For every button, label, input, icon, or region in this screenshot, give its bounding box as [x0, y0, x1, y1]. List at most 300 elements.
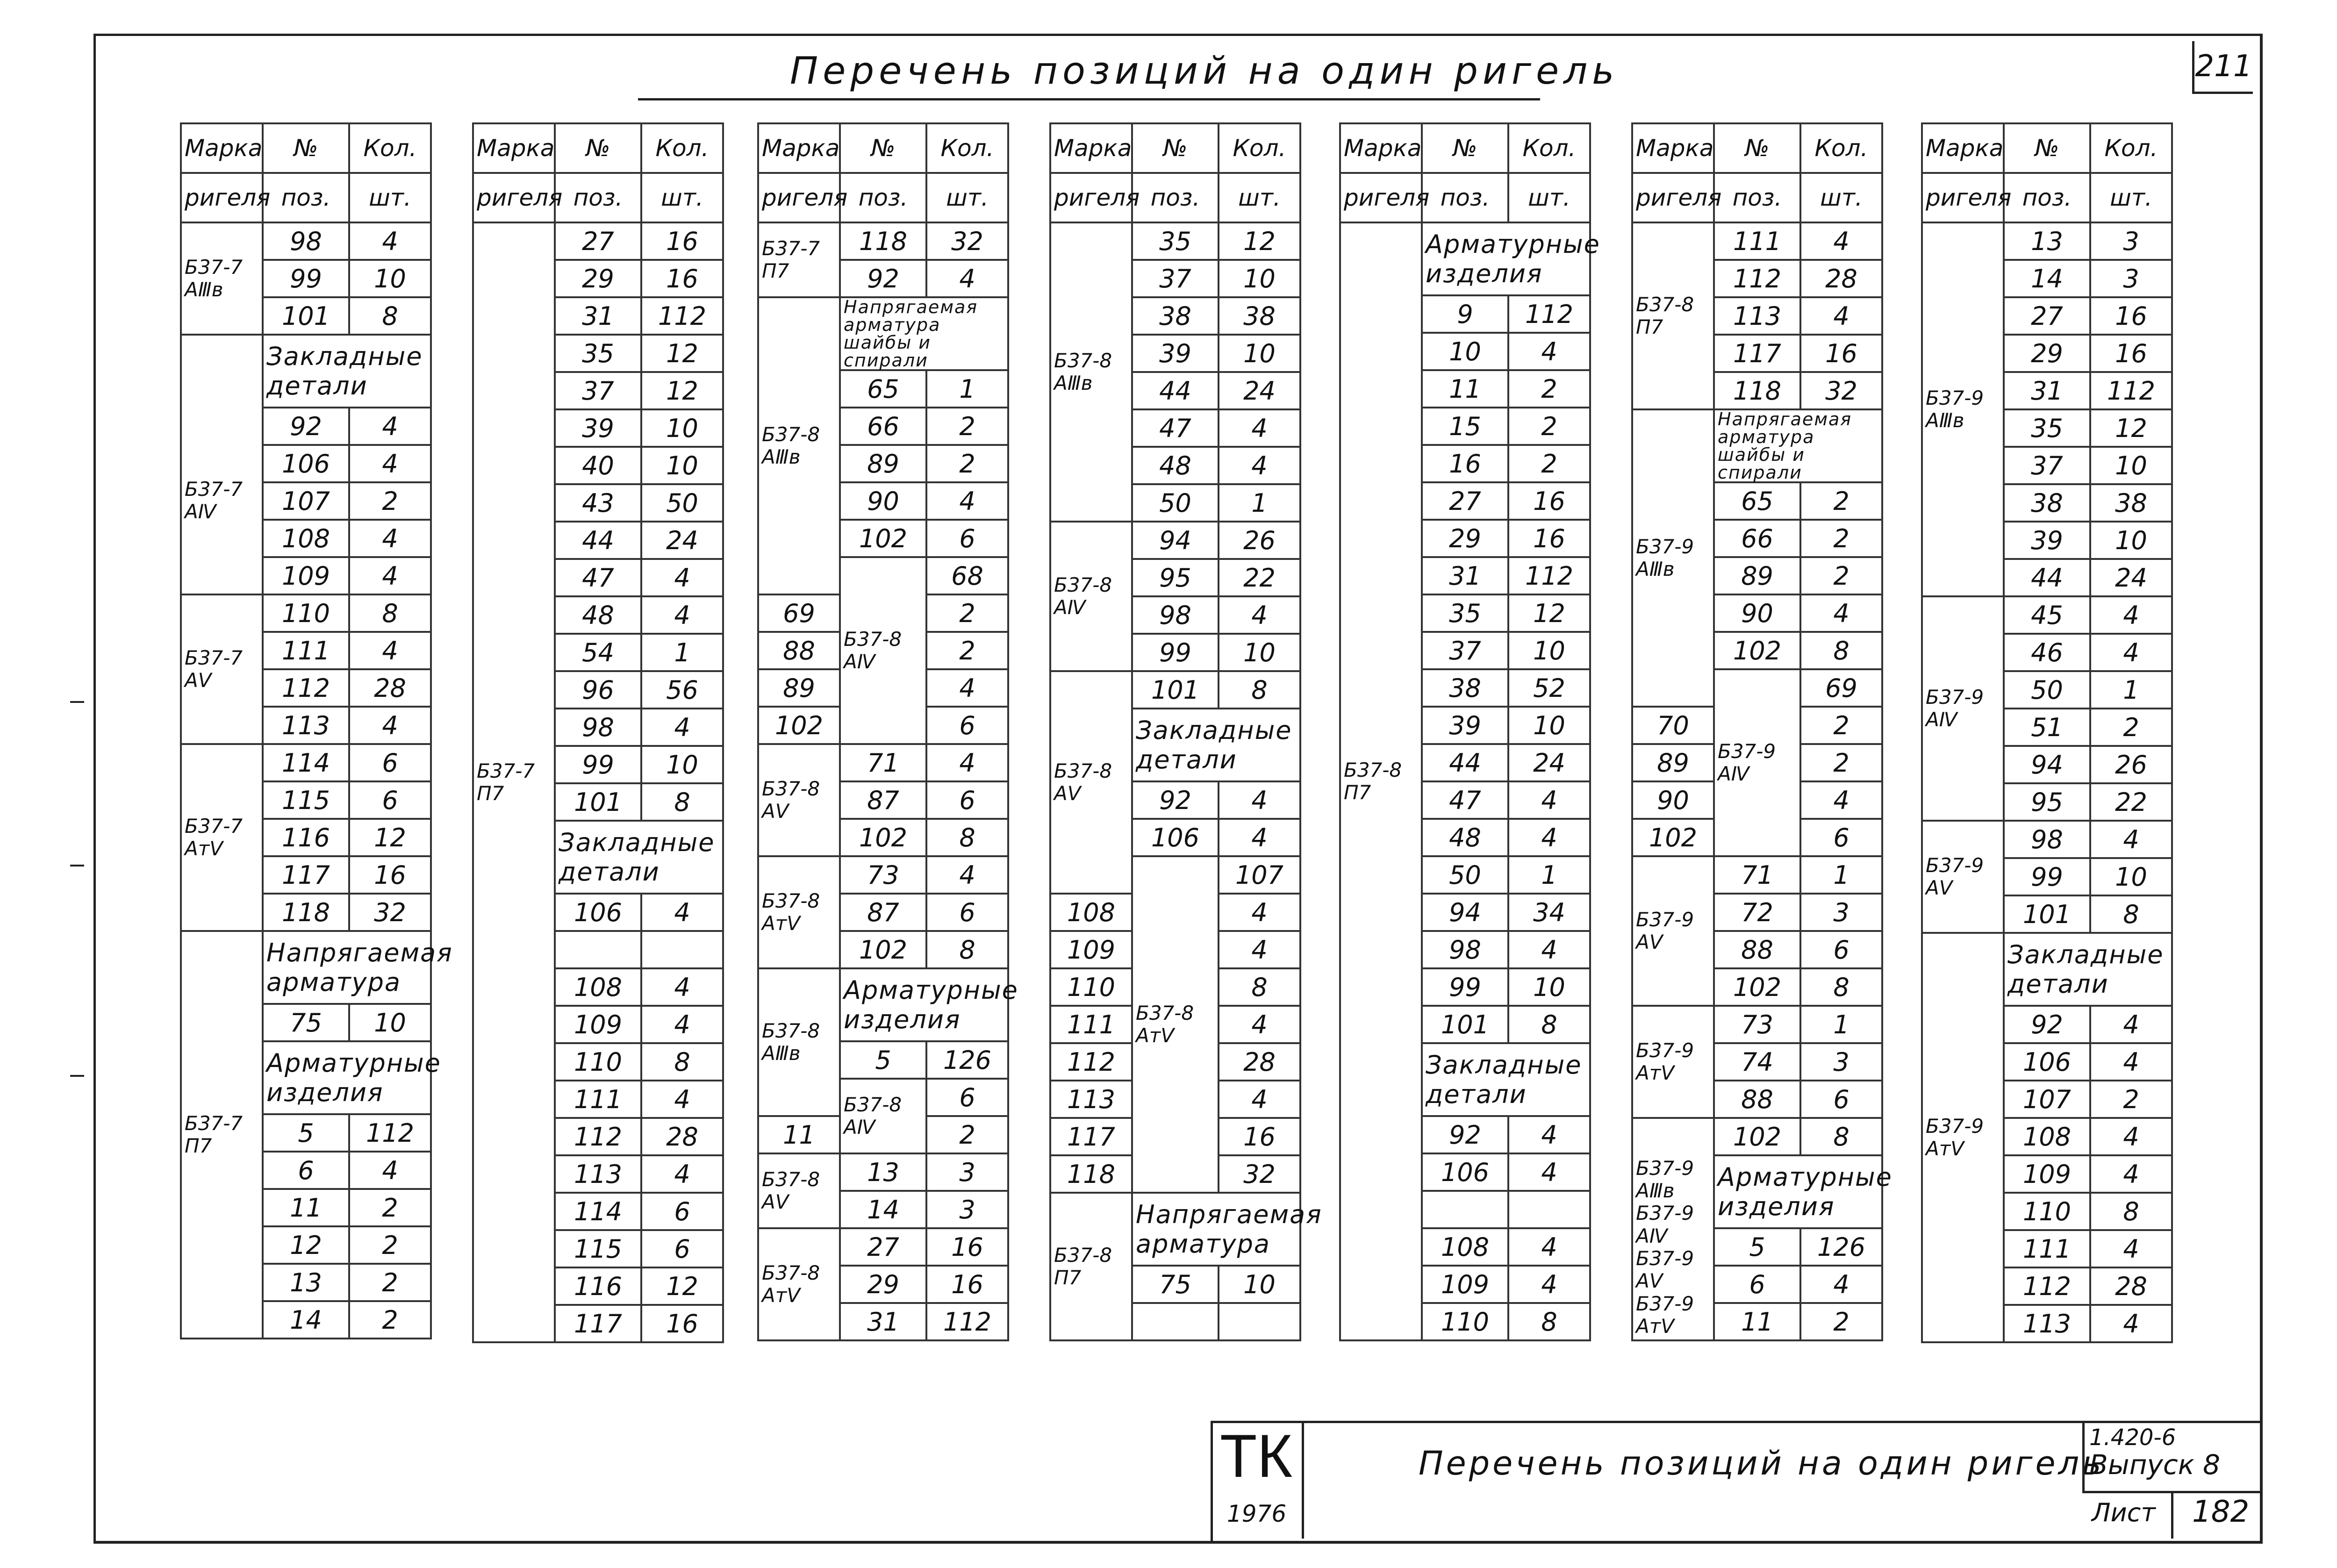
- section-heading: Закладные детали: [263, 335, 431, 408]
- position-number: 88: [758, 632, 840, 669]
- position-number: 92: [2004, 1006, 2090, 1043]
- quantity: 4: [926, 669, 1008, 707]
- header-row: [1050, 173, 1300, 222]
- quantity: 3: [926, 1153, 1008, 1191]
- position-number: 102: [840, 931, 926, 968]
- quantity: 4: [1800, 594, 1882, 632]
- quantity: 4: [1219, 1006, 1300, 1043]
- position-number: 99: [263, 260, 349, 297]
- beam-mark: Б37-8 АⅣ: [1050, 522, 1132, 671]
- header-qty: шт.: [1508, 173, 1590, 222]
- beam-mark: Б37-8 АтⅤ: [758, 1228, 840, 1340]
- quantity: 3: [2090, 222, 2172, 260]
- quantity: 4: [1508, 1153, 1590, 1191]
- table-row: [758, 1153, 1008, 1191]
- position-number: 110: [263, 594, 349, 632]
- section-heading: Закладные детали: [1422, 1043, 1590, 1116]
- position-number: 87: [840, 894, 926, 931]
- table-row: [1922, 596, 2172, 634]
- table-column-5: [1339, 122, 1600, 1341]
- position-number: 13: [840, 1153, 926, 1191]
- position-number: 44: [555, 522, 641, 559]
- position-number: 111: [1050, 1006, 1132, 1043]
- table-row: [1632, 856, 1882, 894]
- quantity: 2: [1800, 707, 1882, 744]
- quantity: 16: [1508, 482, 1590, 520]
- table-row: [473, 222, 723, 260]
- position-number: 92: [840, 260, 926, 297]
- header-pos: поз.: [1422, 173, 1508, 222]
- position-number: 27: [840, 1228, 926, 1266]
- quantity: 6: [349, 744, 431, 781]
- position-number: 108: [263, 520, 349, 557]
- quantity: 24: [1508, 744, 1590, 781]
- position-number: 115: [263, 781, 349, 819]
- position-number: 113: [1714, 297, 1800, 335]
- position-number: 98: [1132, 596, 1219, 634]
- position-number: 90: [1632, 781, 1714, 819]
- table-row: [758, 744, 1008, 781]
- position-number: 102: [758, 707, 840, 744]
- header-qty: шт.: [2090, 173, 2172, 222]
- quantity: 6: [1800, 819, 1882, 856]
- header-pos: поз.: [840, 173, 926, 222]
- quantity: 4: [1508, 819, 1590, 856]
- position-number: 118: [840, 222, 926, 260]
- header-qty: шт.: [349, 173, 431, 222]
- section-row: [758, 968, 1008, 1041]
- margin-tick: [70, 701, 84, 703]
- quantity: 38: [1219, 297, 1300, 335]
- quantity: 4: [1508, 1228, 1590, 1266]
- quantity: 4: [2090, 1230, 2172, 1267]
- header-mark: Марка: [1340, 123, 1422, 173]
- quantity: 8: [1219, 671, 1300, 709]
- quantity: 4: [1219, 409, 1300, 447]
- position-number: 111: [2004, 1230, 2090, 1267]
- quantity: 6: [926, 520, 1008, 557]
- position-number: 109: [555, 1006, 641, 1043]
- position-number: 39: [1422, 707, 1508, 744]
- position-number: 96: [555, 671, 641, 709]
- header-pos: №: [1132, 123, 1219, 173]
- table-column-4: [1049, 122, 1322, 1341]
- position-number: 99: [2004, 858, 2090, 895]
- quantity: 2: [1800, 520, 1882, 557]
- quantity: 6: [1800, 931, 1882, 968]
- position-number: 69: [758, 594, 840, 632]
- position-number: 27: [555, 222, 641, 260]
- quantity: 28: [1219, 1043, 1300, 1081]
- header-mark: ригеля: [1340, 173, 1422, 222]
- position-number: 102: [840, 819, 926, 856]
- position-number: 50: [1132, 484, 1219, 522]
- quantity: 8: [1508, 1006, 1590, 1043]
- header-pos: №: [555, 123, 641, 173]
- position-number: 112: [2004, 1267, 2090, 1305]
- position-number: 70: [1632, 707, 1714, 744]
- header-pos: поз.: [1132, 173, 1219, 222]
- table-row: [181, 222, 431, 260]
- quantity: 12: [2090, 409, 2172, 447]
- position-number: 107: [2004, 1081, 2090, 1118]
- header-row: [758, 123, 1008, 173]
- table-row: [1050, 522, 1300, 559]
- quantity: 4: [1219, 781, 1300, 819]
- quantity: 8: [2090, 1193, 2172, 1230]
- position-number: 14: [263, 1301, 349, 1339]
- quantity: 10: [1508, 707, 1590, 744]
- quantity: 8: [926, 931, 1008, 968]
- quantity: 2: [1508, 408, 1590, 445]
- table-column-2: [472, 122, 724, 1343]
- header-row: [1632, 173, 1882, 222]
- position-number: 98: [2004, 821, 2090, 858]
- quantity: 24: [2090, 559, 2172, 596]
- quantity: 2: [1800, 1303, 1882, 1340]
- quantity: 4: [926, 856, 1008, 894]
- position-number: 108: [1422, 1228, 1508, 1266]
- header-row: [1340, 123, 1590, 173]
- section-row: [758, 297, 1008, 370]
- quantity: 112: [1508, 295, 1590, 333]
- beam-mark: Б37-9 АⅣ: [1714, 669, 1800, 856]
- position-number: 109: [2004, 1155, 2090, 1193]
- position-number: 16: [1422, 445, 1508, 482]
- position-number: 107: [1219, 856, 1300, 894]
- header-mark: ригеля: [1632, 173, 1714, 222]
- quantity: 16: [926, 1228, 1008, 1266]
- quantity: 10: [1219, 335, 1300, 372]
- quantity: 4: [1508, 1266, 1590, 1303]
- position-number: 72: [1714, 894, 1800, 931]
- tk-logo: ТК: [1220, 1422, 1293, 1490]
- quantity: 2: [1800, 557, 1882, 594]
- quantity: 32: [1219, 1155, 1300, 1193]
- margin-tick: [70, 865, 84, 866]
- position-number: 68: [926, 557, 1008, 594]
- quantity: 6: [926, 781, 1008, 819]
- quantity: 12: [641, 335, 723, 372]
- beam-mark-empty: [1632, 1118, 1714, 1155]
- position-number: 101: [555, 783, 641, 821]
- quantity: 12: [641, 372, 723, 409]
- position-number: 109: [263, 557, 349, 594]
- beam-mark: Б37-9 АⅣ: [1922, 596, 2004, 821]
- position-number: 118: [263, 894, 349, 931]
- position-number: 27: [2004, 297, 2090, 335]
- position-number: 37: [1422, 632, 1508, 669]
- position-number: 44: [1422, 744, 1508, 781]
- position-number: 5: [263, 1114, 349, 1152]
- position-number: 101: [1422, 1006, 1508, 1043]
- table-row: [758, 856, 1008, 894]
- position-number: 38: [1132, 297, 1219, 335]
- sheet-number: 182: [2192, 1495, 2250, 1529]
- position-number: 69: [1800, 669, 1882, 707]
- quantity: 28: [641, 1118, 723, 1155]
- position-number: 35: [1422, 594, 1508, 632]
- beam-mark: Б37-9 АтⅤ: [1632, 1006, 1714, 1118]
- quantity: 2: [349, 482, 431, 520]
- quantity: 4: [926, 260, 1008, 297]
- quantity: 8: [1508, 1303, 1590, 1340]
- position-number: 71: [840, 744, 926, 781]
- position-number: 66: [1714, 520, 1800, 557]
- section-heading: Напрягаемая арматура шайбы и спирали: [840, 297, 1008, 370]
- quantity: 4: [349, 222, 431, 260]
- quantity: 12: [349, 819, 431, 856]
- position-number: 112: [555, 1118, 641, 1155]
- table-row: [1632, 222, 1882, 260]
- position-number: 107: [263, 482, 349, 520]
- beam-mark: Б37-7 АⅣ: [181, 408, 263, 594]
- position-number: 46: [2004, 634, 2090, 671]
- quantity: 2: [1800, 482, 1882, 520]
- position-number: 89: [1714, 557, 1800, 594]
- position-number: 73: [840, 856, 926, 894]
- header-row: [473, 173, 723, 222]
- quantity: 2: [926, 408, 1008, 445]
- position-number: 111: [1714, 222, 1800, 260]
- position-number: 88: [1714, 1081, 1800, 1118]
- quantity: 4: [349, 408, 431, 445]
- position-number: 51: [2004, 709, 2090, 746]
- position-number: 95: [2004, 783, 2090, 821]
- quantity: 8: [641, 1043, 723, 1081]
- position-number: 117: [555, 1305, 641, 1342]
- position-number: 48: [1132, 447, 1219, 484]
- quantity: 16: [349, 856, 431, 894]
- header-qty: Кол.: [641, 123, 723, 173]
- position-number: 110: [1050, 968, 1132, 1006]
- header-qty: Кол.: [1219, 123, 1300, 173]
- position-number: 101: [2004, 895, 2090, 933]
- quantity: 1: [2090, 671, 2172, 709]
- position-number: 74: [1714, 1043, 1800, 1081]
- header-row: [181, 123, 431, 173]
- position-number: [1132, 1303, 1219, 1340]
- quantity: 56: [641, 671, 723, 709]
- position-number: 31: [555, 297, 641, 335]
- table-row: [758, 1228, 1008, 1266]
- position-number: 102: [1714, 632, 1800, 669]
- quantity: 4: [349, 707, 431, 744]
- section-row: [1340, 222, 1590, 295]
- position-number: 29: [1422, 520, 1508, 557]
- position-number: 29: [840, 1266, 926, 1303]
- title-block-caption: Перечень позиций на один ригель: [1419, 1444, 2104, 1482]
- header-row: [1922, 123, 2172, 173]
- table-column-7: [1921, 122, 2173, 1343]
- header-qty: Кол.: [349, 123, 431, 173]
- position-number: 116: [263, 819, 349, 856]
- position-number: 44: [1132, 372, 1219, 409]
- position-number: 27: [1422, 482, 1508, 520]
- quantity: 4: [349, 632, 431, 669]
- quantity: 4: [641, 1081, 723, 1118]
- quantity: 16: [1508, 520, 1590, 557]
- quantity: 4: [2090, 634, 2172, 671]
- position-number: 101: [263, 297, 349, 335]
- position-number: 48: [1422, 819, 1508, 856]
- beam-mark: Б37-7 П7: [473, 222, 555, 1342]
- position-number: 112: [1050, 1043, 1132, 1081]
- quantity: 4: [349, 557, 431, 594]
- quantity: 4: [641, 894, 723, 931]
- quantity: 4: [641, 968, 723, 1006]
- position-number: 98: [263, 222, 349, 260]
- quantity: 32: [926, 222, 1008, 260]
- quantity: 6: [926, 894, 1008, 931]
- position-number: 106: [263, 445, 349, 482]
- quantity: 32: [349, 894, 431, 931]
- header-pos: №: [2004, 123, 2090, 173]
- position-number: 117: [1714, 335, 1800, 372]
- table-row: [181, 408, 431, 445]
- beam-mark: Б37-9 АтⅤ: [1922, 933, 2004, 1342]
- beam-mark-empty: [181, 335, 263, 408]
- position-number: 44: [2004, 559, 2090, 596]
- header-qty: шт.: [641, 173, 723, 222]
- quantity: 4: [641, 1155, 723, 1193]
- position-number: 6: [926, 1079, 1008, 1116]
- section-heading: Закладные детали: [1132, 709, 1300, 781]
- quantity: 4: [2090, 1043, 2172, 1081]
- quantity: 4: [2090, 1305, 2172, 1342]
- position-number: 35: [555, 335, 641, 372]
- quantity: 4: [1219, 894, 1300, 931]
- position-number: 113: [2004, 1305, 2090, 1342]
- position-number: 12: [263, 1226, 349, 1264]
- position-number: 73: [1714, 1006, 1800, 1043]
- position-number: 102: [1714, 968, 1800, 1006]
- quantity: 4: [1508, 333, 1590, 370]
- position-number: 94: [2004, 746, 2090, 783]
- position-number: 94: [1132, 522, 1219, 559]
- beam-mark: Б37-8 АⅣ: [840, 557, 926, 744]
- position-number: 102: [1714, 1118, 1800, 1155]
- position-number: 43: [555, 484, 641, 522]
- quantity: 8: [1219, 968, 1300, 1006]
- quantity: 112: [2090, 372, 2172, 409]
- header-mark: ригеля: [1050, 173, 1132, 222]
- quantity: 4: [1800, 781, 1882, 819]
- beam-mark: Б37-8 АⅢв: [1050, 222, 1132, 522]
- position-number: 50: [1422, 856, 1508, 894]
- beam-mark: Б37-7 П7: [181, 931, 263, 1339]
- quantity: 8: [349, 297, 431, 335]
- table-row: [1050, 222, 1300, 260]
- position-number: 109: [1422, 1266, 1508, 1303]
- position-number: 75: [1132, 1266, 1219, 1303]
- position-number: 45: [2004, 596, 2090, 634]
- quantity: 4: [1800, 297, 1882, 335]
- quantity: 112: [926, 1303, 1008, 1340]
- section-row: [181, 931, 431, 1004]
- quantity: 34: [1508, 894, 1590, 931]
- position-number: 13: [263, 1264, 349, 1301]
- quantity: 10: [641, 409, 723, 447]
- header-pos: №: [1714, 123, 1800, 173]
- quantity: 12: [1219, 222, 1300, 260]
- position-number: 5: [840, 1041, 926, 1079]
- quantity: 10: [641, 447, 723, 484]
- header-mark: Марка: [1632, 123, 1714, 173]
- quantity: 50: [641, 484, 723, 522]
- quantity: [1219, 1303, 1300, 1340]
- section-heading: Арматурные изделия: [840, 968, 1008, 1041]
- sheet-label: Лист: [2092, 1498, 2156, 1527]
- section-heading: Напрягаемая арматура шайбы и спирали: [1714, 409, 1882, 482]
- position-number: 89: [1632, 744, 1714, 781]
- table-column-1: [180, 122, 453, 1339]
- position-number: 94: [1422, 894, 1508, 931]
- table-row: [1922, 821, 2172, 858]
- quantity: 8: [1800, 1118, 1882, 1155]
- position-number: 89: [840, 445, 926, 482]
- position-number: 111: [263, 632, 349, 669]
- header-row: [181, 173, 431, 222]
- beam-mark: Б37-9 АⅤ: [1632, 856, 1714, 1006]
- position-number: 35: [1132, 222, 1219, 260]
- section-row: [1632, 409, 1882, 482]
- beam-mark: Б37-7 АⅢв: [181, 222, 263, 335]
- quantity: 4: [1219, 596, 1300, 634]
- position-number: 102: [840, 520, 926, 557]
- quantity: 4: [1800, 222, 1882, 260]
- quantity: 10: [349, 1004, 431, 1041]
- doc-code: 1.420-6: [2089, 1425, 2176, 1451]
- quantity: 2: [1508, 445, 1590, 482]
- quantity: 6: [926, 707, 1008, 744]
- position-number: 11: [1422, 370, 1508, 408]
- quantity: 4: [1508, 1116, 1590, 1153]
- section-row: [181, 335, 431, 408]
- position-number: 88: [1714, 931, 1800, 968]
- position-number: 9: [1422, 295, 1508, 333]
- quantity: 10: [349, 260, 431, 297]
- quantity: 4: [2090, 596, 2172, 634]
- beam-mark: Б37-8 П7: [1340, 222, 1422, 1340]
- position-number: 106: [2004, 1043, 2090, 1081]
- beam-mark: Б37-8 АⅢв: [758, 297, 840, 594]
- position-number: 110: [2004, 1193, 2090, 1230]
- position-number: 117: [263, 856, 349, 894]
- section-row: [1922, 933, 2172, 1006]
- issue-label: Выпуск 8: [2089, 1449, 2221, 1481]
- quantity: 38: [2090, 484, 2172, 522]
- position-number: 35: [2004, 409, 2090, 447]
- quantity: 112: [641, 297, 723, 335]
- position-number: 31: [2004, 372, 2090, 409]
- beam-mark: Б37-8 АⅤ: [1050, 671, 1132, 894]
- section-heading: Закладные детали: [2004, 933, 2172, 1006]
- position-number: 109: [1050, 931, 1132, 968]
- quantity: [1508, 1191, 1590, 1228]
- position-number: [555, 931, 641, 968]
- quantity: [641, 931, 723, 968]
- position-number: 6: [263, 1152, 349, 1189]
- position-number: 11: [263, 1189, 349, 1226]
- quantity: 8: [926, 819, 1008, 856]
- position-number: 114: [263, 744, 349, 781]
- table-column-3: [757, 122, 1018, 1341]
- position-number: 118: [1050, 1155, 1132, 1193]
- quantity: 3: [1800, 1043, 1882, 1081]
- quantity: 16: [641, 1305, 723, 1342]
- section-heading: Закладные детали: [555, 821, 723, 894]
